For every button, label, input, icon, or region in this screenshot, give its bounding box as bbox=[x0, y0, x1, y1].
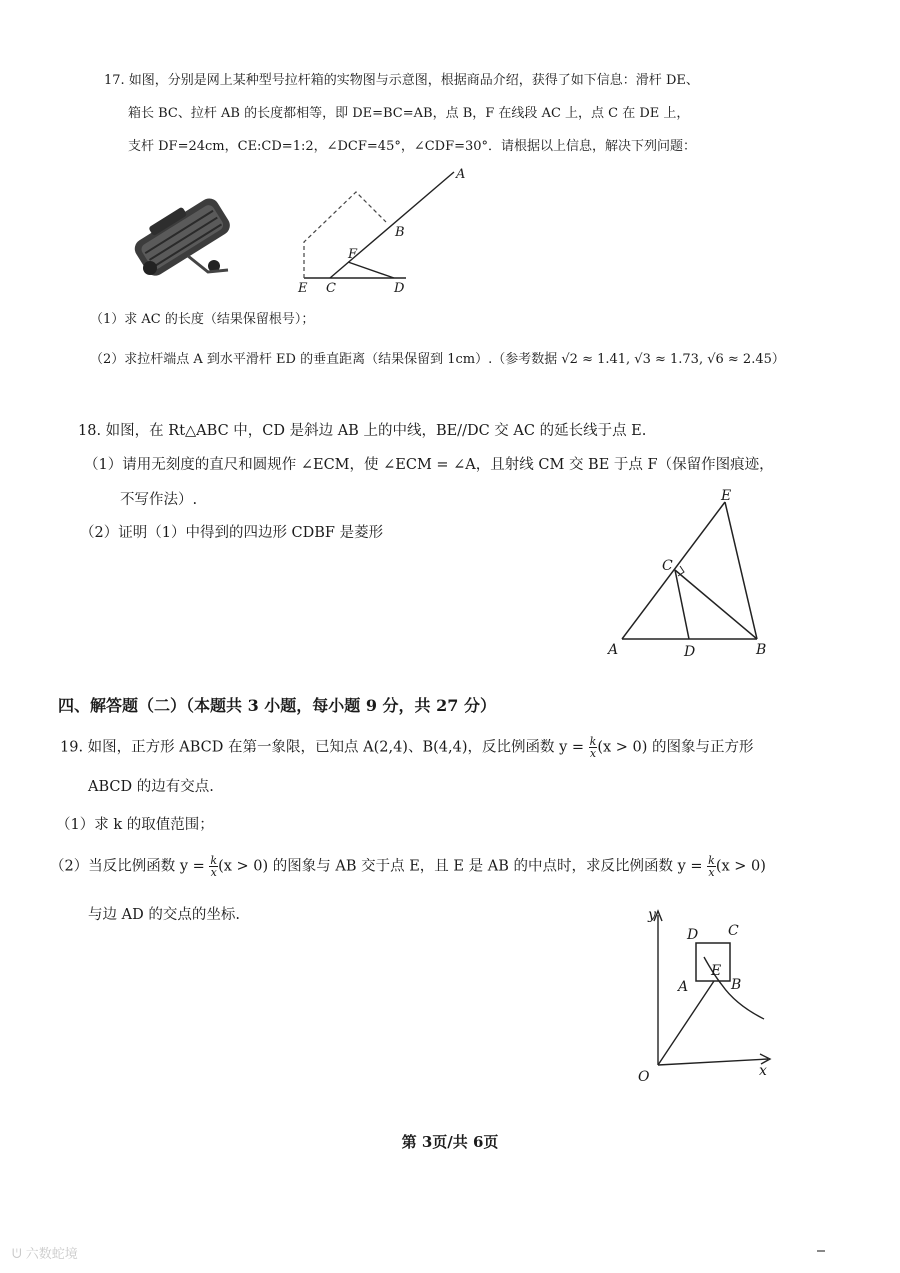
fraction-k-over-x bbox=[707, 855, 716, 878]
q17-line1: 17. 如图，分别是网上某种型号拉杆箱的实物图与示意图，根据商品介绍，获得了如下信息：滑杆 DE、 bbox=[104, 73, 699, 88]
q19-diagram bbox=[632, 905, 782, 1097]
label-a: A bbox=[456, 168, 466, 182]
q19-line2: ABCD 的边有交点. bbox=[88, 779, 214, 795]
label-c: C bbox=[662, 558, 673, 574]
label-a: A bbox=[608, 642, 619, 658]
label-b: B bbox=[756, 642, 767, 658]
fraction-k-over-x bbox=[209, 855, 218, 878]
q17-diagram bbox=[296, 168, 476, 294]
label-b: B bbox=[731, 977, 742, 993]
q18-line1: 18. 如图，在 Rt△ABC 中，CD 是斜边 AB 上的中线，BE//DC 交 AC 的延长线于点 E. bbox=[78, 423, 647, 439]
label-b: B bbox=[395, 225, 405, 240]
watermark-text: 六数蛇境 bbox=[25, 1247, 78, 1262]
label-a: A bbox=[678, 979, 689, 995]
fraction-den: x bbox=[589, 747, 597, 760]
label-e: E bbox=[721, 488, 732, 504]
label-d: D bbox=[684, 644, 696, 660]
fraction-num: k bbox=[708, 854, 715, 867]
label-o: O bbox=[638, 1069, 650, 1085]
q18-part1a: （1）请用无刻度的直尺和圆规作 ∠ECM，使 ∠ECM = ∠A，且射线 CM 交 BE 于点 F（保留作图痕迹， bbox=[84, 457, 774, 473]
watermark-logo-icon: ᕫ bbox=[12, 1247, 26, 1262]
section4-heading: 四、解答题（二）（本题共 3 小题，每小题 9 分，共 27 分） bbox=[58, 696, 496, 715]
q18-diagram bbox=[604, 482, 780, 660]
label-d: D bbox=[394, 281, 405, 294]
q19-part2-pre: （2）当反比例函数 y = bbox=[50, 858, 210, 875]
label-c: C bbox=[326, 281, 336, 294]
q19-line1-post: (x > 0) 的图象与正方形 bbox=[597, 739, 754, 756]
q17-part2: （2）求拉杆端点 A 到水平滑杆 ED 的垂直距离（结果保留到 1cm）.（参考数据 √2 ≈ 1.41, √3 ≈ 1.73, √6 ≈ 2.45） bbox=[90, 352, 785, 367]
label-c: C bbox=[728, 923, 739, 939]
q19-part2 bbox=[50, 855, 766, 878]
label-y: y bbox=[648, 907, 656, 923]
fraction-num: k bbox=[589, 735, 597, 748]
q19-part2-mid: (x > 0) 的图象与 AB 交于点 E，且 E 是 AB 的中点时，求反比例函数 y = bbox=[218, 858, 708, 875]
label-e: E bbox=[298, 281, 308, 294]
page-number: 第 3页/共 6页 bbox=[401, 1133, 499, 1151]
q17-part1: （1）求 AC 的长度（结果保留根号）； bbox=[90, 312, 315, 327]
q19-line1-pre: 19. 如图，正方形 ABCD 在第一象限，已知点 A(2,4)、B(4,4)，反比例函数 y = bbox=[60, 739, 589, 756]
label-x: x bbox=[759, 1063, 767, 1079]
fraction-den: x bbox=[210, 866, 217, 879]
label-e: E bbox=[711, 963, 722, 979]
q18-part2: （2）证明（1）中得到的四边形 CDBF 是菱形 bbox=[80, 525, 384, 541]
label-f: F bbox=[348, 247, 358, 262]
q19-part2-post: (x > 0) bbox=[715, 858, 766, 875]
q19-part1: （1）求 k 的取值范围； bbox=[56, 817, 214, 833]
fraction-den: x bbox=[708, 866, 715, 879]
luggage-photo bbox=[128, 186, 240, 282]
watermark bbox=[12, 1243, 78, 1262]
fraction-num: k bbox=[210, 854, 218, 867]
q19-line1 bbox=[60, 736, 754, 759]
label-d: D bbox=[687, 927, 699, 943]
scan-mark bbox=[817, 1250, 825, 1252]
q17-line2: 箱长 BC、拉杆 AB 的长度都相等，即 DE=BC=AB，点 B，F 在线段 AC 上，点 C 在 DE 上， bbox=[128, 106, 690, 121]
q18-part1b: 不写作法）. bbox=[120, 492, 198, 508]
q17-line3: 支杆 DF=24cm，CE:CD=1:2，∠DCF=45°，∠CDF=30°．请根据以上信息，解决下列问题： bbox=[128, 139, 697, 154]
q19-part2-line2: 与边 AD 的交点的坐标. bbox=[88, 907, 240, 923]
